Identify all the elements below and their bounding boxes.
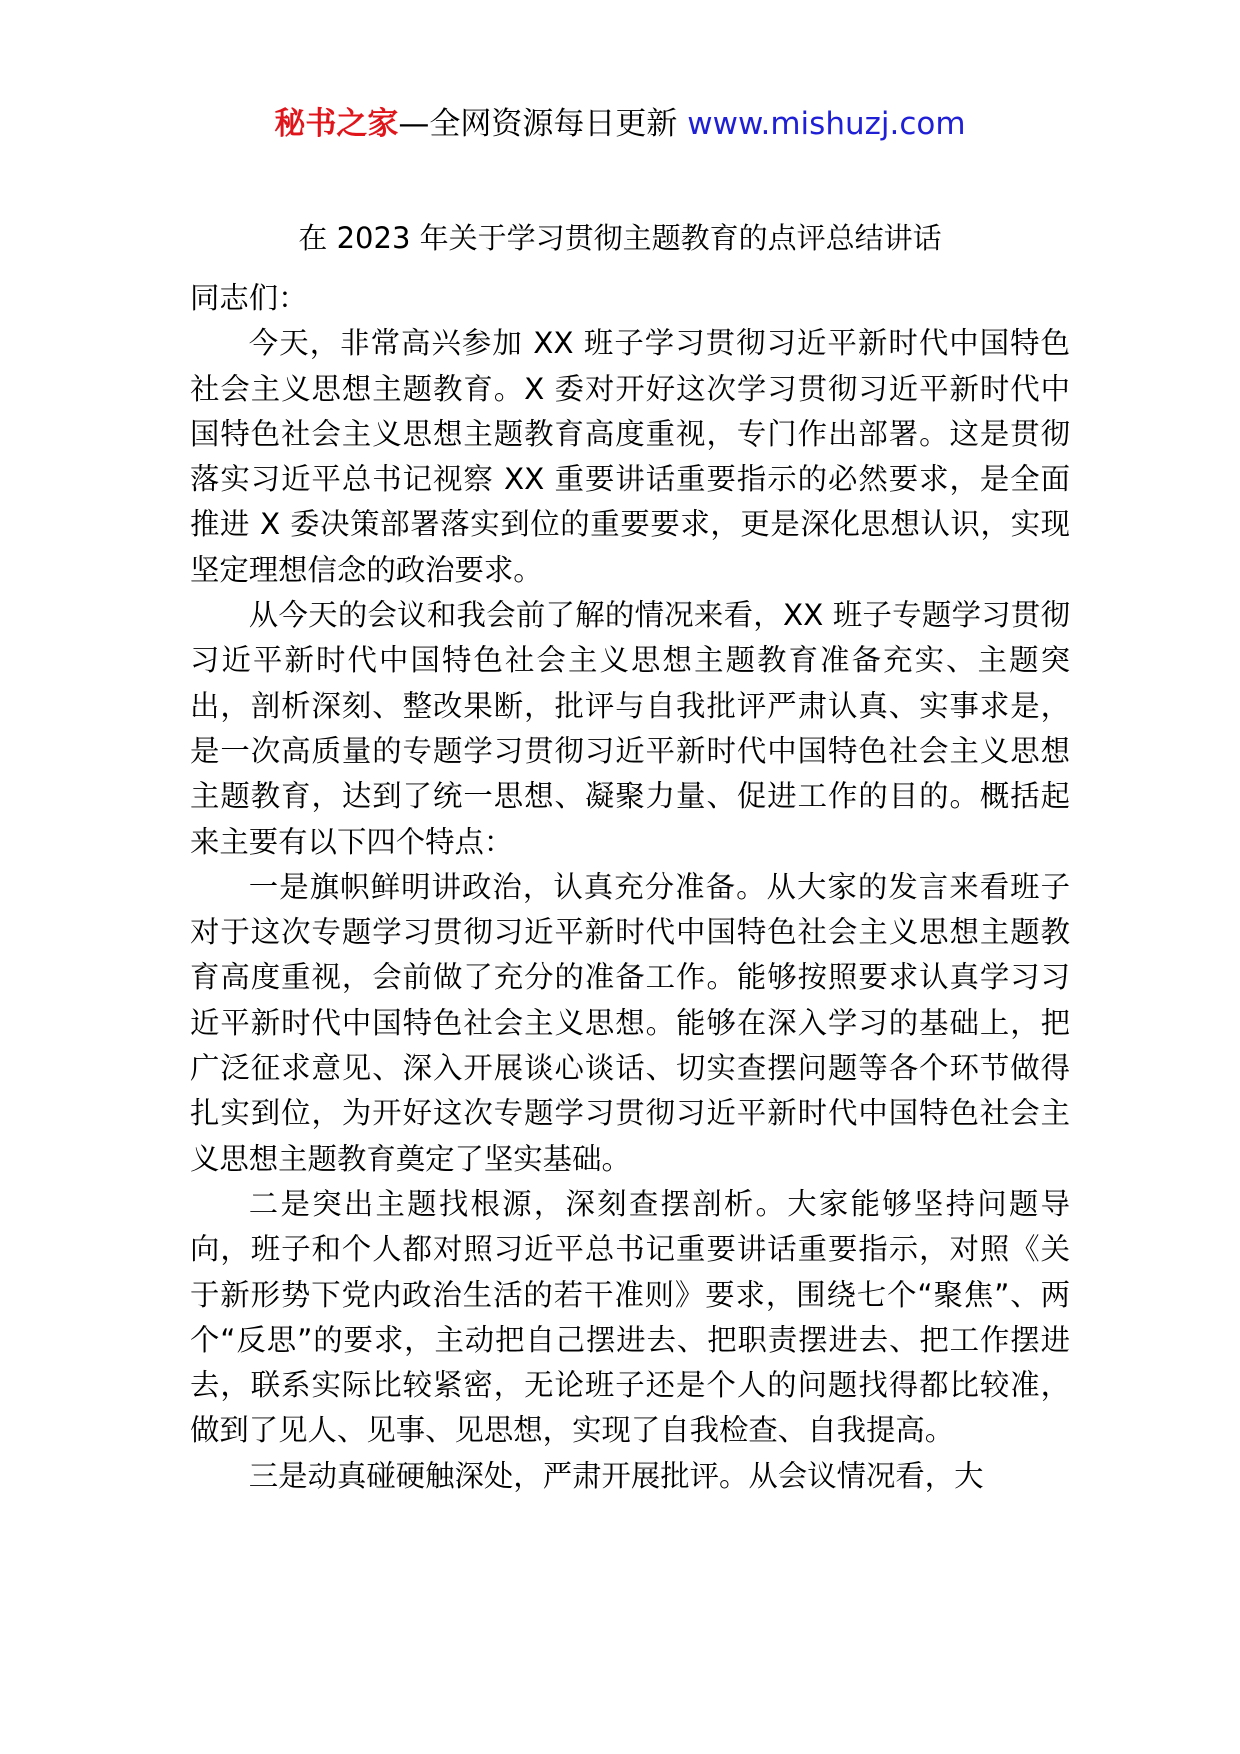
site-tagline: —全网资源每日更新 xyxy=(398,106,688,142)
document-title: 在 2023 年关于学习贯彻主题教育的点评总结讲话 xyxy=(298,221,942,255)
paragraph-5: 三是动真碰硬触深处，严肃开展批评。从会议情况看，大 xyxy=(248,1458,984,1493)
paragraph-3: 一是旗帜鲜明讲政治，认真充分准备。从大家的发言来看班子对于这次专题学习贯彻习近平新时代中国特色社会主义思想主题教育高度重视，会前做了充分的准备工作。能够按照要求认真学习习近平新时代中国特色社会主义思想。能够在深入学习的基础上，把广泛征求意见、深入开展谈心谈话、切实查摆问题等各个环节做得扎实到位，为开好这次专题学习贯彻习近平新时代中国特色社会主义思想主题教育奠定了坚实基础。 xyxy=(190,869,1070,1176)
document-body xyxy=(190,276,1070,1499)
paragraph-2: 从今天的会议和我会前了解的情况来看，XX 班子专题学习贯彻习近平新时代中国特色社会主义思想主题教育准备充实、主题突出，剖析深刻、整改果断，批评与自我批评严肃认真、实事求是，是一次高质量的专题学习贯彻习近平新时代中国特色社会主义思想主题教育，达到了统一思想、凝聚力量、促进工作的目的。概括起来主要有以下四个特点： xyxy=(190,598,1070,859)
site-brand: 秘书之家 xyxy=(274,106,399,142)
paragraph-1: 今天，非常高兴参加 XX 班子学习贯彻习近平新时代中国特色社会主义思想主题教育。X 委对开好这次学习贯彻习近平新时代中国特色社会主义思想主题教育高度重视，专门作出部署。这是贯彻落实习近平总书记视察 XX 重要讲话重要指示的必然要求，是全面推进 X 委决策部署落实到位的重要要求，更是深化思想认识，实现坚定理想信念的政治要求。 xyxy=(190,326,1070,587)
salutation: 同志们： xyxy=(190,281,308,315)
paragraph-4: 二是突出主题找根源，深刻查摆剖析。大家能够坚持问题导向，班子和个人都对照习近平总书记重要讲话重要指示，对照《关于新形势下党内政治生活的若干准则》要求，围绕七个“聚焦”、两个“反思”的要求，主动把自己摆进去、把职责摆进去、把工作摆进去，联系实际比较紧密，无论班子还是个人的问题找得都比较准，做到了见人、见事、见思想，实现了自我检查、自我提高。 xyxy=(190,1186,1070,1448)
site-banner xyxy=(0,100,1240,148)
site-url[interactable]: www.mishuzj.com xyxy=(687,106,966,142)
